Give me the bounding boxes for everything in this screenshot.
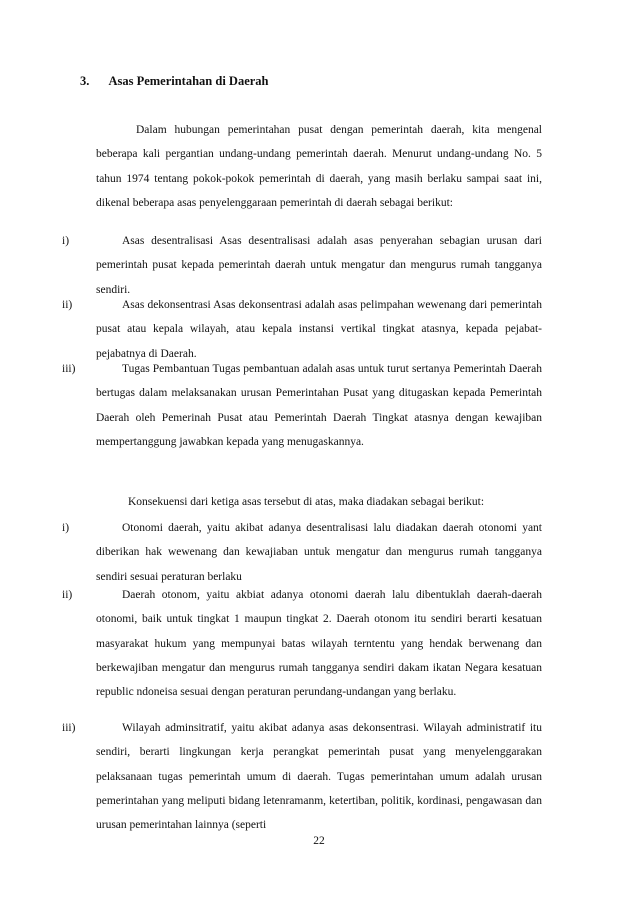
konsekuensi-intro-paragraph xyxy=(96,490,542,514)
section-title: Asas Pemerintahan di Daerah xyxy=(108,74,269,88)
list-marker: i) xyxy=(62,522,70,534)
list-marker: iii) xyxy=(62,363,76,375)
section-heading xyxy=(80,74,269,89)
section-number: 3. xyxy=(80,74,90,88)
list-marker: ii) xyxy=(62,589,73,601)
list-marker: i) xyxy=(62,235,70,247)
list-marker: iii) xyxy=(62,722,76,734)
page-number: 22 xyxy=(313,835,325,847)
konsekuensi-text: Otonomi daerah, yaitu akibat adanya desentralisasi lalu diadakan daerah otonomi yant diberikan hak wewenang dan kewajiaban untuk mengatur dan mengurus rumah tangganya sendiri sesuai peraturan berlaku xyxy=(96,522,542,583)
asas-text: Asas dekonsentrasi Asas dekonsentrasi adalah asas pelimpahan wewenang dari pemerintah pusat atau kepala wilayah, atau kepala instansi vertikal tingkat atasnya, kepada pejabat-pejabatnya di Daerah. xyxy=(96,299,542,360)
asas-text: Asas desentralisasi Asas desentralisasi adalah asas penyerahan sebagian urusan dari pemerintah pusat kepada pemerintah daerah untuk mengatur dan mengurus rumah tangganya sendiri. xyxy=(96,235,542,296)
konsekuensi-text: Wilayah adminsitratif, yaitu akibat adanya asas dekonsentrasi. Wilayah administratif itu sendiri, berarti lingkungan kerja perangkat pemerintah pusat yang menyelenggarakan pelaksanaan tugas pemerintah umum di daerah. Tugas pemerintahan umum adalah urusan pemerintahan yang meliputi bidang letenramanm, ketertiban, politik, kordinasi, pengawasan dan urusan pemerintahan lainnya (seperti xyxy=(96,722,542,832)
list-marker: ii) xyxy=(62,299,73,311)
konsekuensi-intro-text: Konsekuensi dari ketiga asas tersebut di atas, maka diadakan sebagai berikut: xyxy=(128,496,485,508)
asas-text: Tugas Pembantuan Tugas pembantuan adalah asas untuk turut sertanya Pemerintah Daerah bertugas dalam melaksanakan urusan Pemerintahan Pusat yang ditugaskan kepada Pemerintah Daerah oleh Pemerinah Pusat atau Pemerintah Daerah Tingkat atasnya dengan kewajiban mempertanggung jawabkan kepada yang menugaskannya. xyxy=(96,363,542,448)
konsekuensi-text: Daerah otonom, yaitu akbiat adanya otonomi daerah lalu dibentuklah daerah-daerah otonomi, baik untuk tingkat 1 maupun tingkat 2. Daerah otonom itu sendiri berarti kesatuan masyarakat hukum yang mempunyai batas wilayah terntentu yang hendak berwenang dan berkewajiban mengatur dan mengurus rumah tangganya sendiri dakam ikatan Negara kesatuan republic ndoneisa sesuai dengan peraturan perundang-undangan yang berlaku. xyxy=(96,589,542,699)
intro-paragraph xyxy=(96,118,542,215)
intro-text: Dalam hubungan pemerintahan pusat dengan pemerintah daerah, kita mengenal beberapa kali pergantian undang-undang pemerintah daerah. Menurut undang-undang No. 5 tahun 1974 tentang pokok-pokok pemerintah di daerah, yang masih berlaku sampai saat ini, dikenal beberapa asas penyelenggaraan pemerintah di daerah sebagai berikut: xyxy=(96,124,542,209)
